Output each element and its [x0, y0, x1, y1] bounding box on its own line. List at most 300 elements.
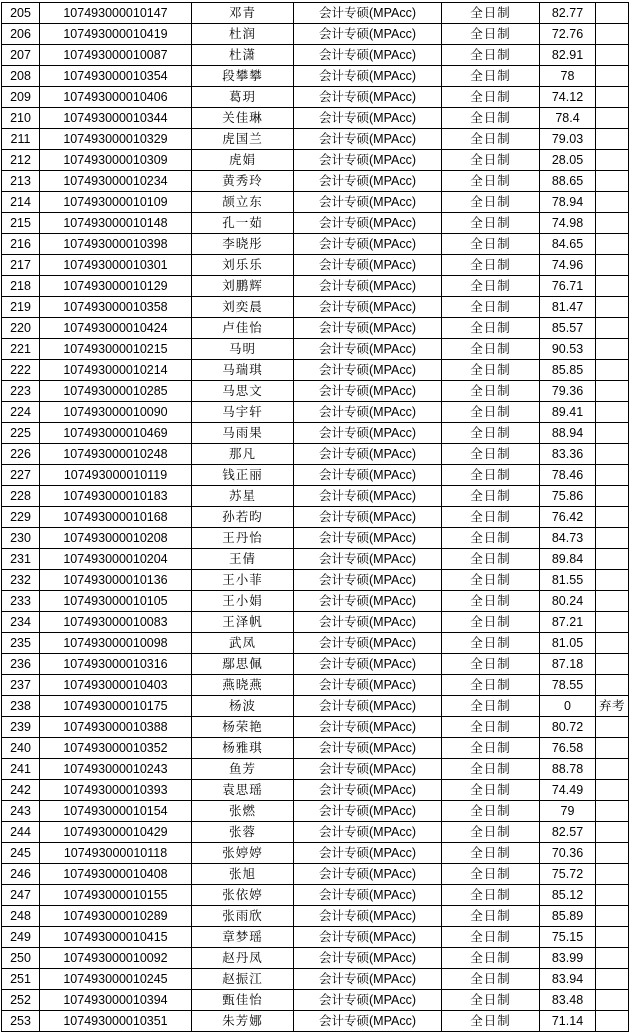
- applied-major: 会计专硕(MPAcc): [294, 381, 442, 402]
- remark: [596, 108, 629, 129]
- table-row: [2, 969, 629, 990]
- study-type: 全日制: [442, 423, 540, 444]
- candidate-id: 107493000010147: [40, 3, 192, 24]
- applied-major: 会计专硕(MPAcc): [294, 192, 442, 213]
- study-type: 全日制: [442, 948, 540, 969]
- candidate-id: 107493000010354: [40, 66, 192, 87]
- remark: [596, 948, 629, 969]
- score: 83.48: [540, 990, 596, 1011]
- candidate-id: 107493000010168: [40, 507, 192, 528]
- study-type: 全日制: [442, 171, 540, 192]
- row-index: 209: [2, 87, 40, 108]
- candidate-id: 107493000010329: [40, 129, 192, 150]
- score: 89.41: [540, 402, 596, 423]
- candidate-name: 张旭: [192, 864, 294, 885]
- candidate-name: 邓青: [192, 3, 294, 24]
- candidate-id: 107493000010204: [40, 549, 192, 570]
- row-index: 220: [2, 318, 40, 339]
- row-index: 219: [2, 297, 40, 318]
- score: 78.55: [540, 675, 596, 696]
- candidate-id: 107493000010415: [40, 927, 192, 948]
- applied-major: 会计专硕(MPAcc): [294, 738, 442, 759]
- row-index: 206: [2, 24, 40, 45]
- table-row: [2, 633, 629, 654]
- candidate-id: 107493000010424: [40, 318, 192, 339]
- candidate-id: 107493000010394: [40, 990, 192, 1011]
- table-row: [2, 66, 629, 87]
- candidate-name: 王小娟: [192, 591, 294, 612]
- table-row: [2, 339, 629, 360]
- study-type: 全日制: [442, 255, 540, 276]
- row-index: 242: [2, 780, 40, 801]
- applied-major: 会计专硕(MPAcc): [294, 654, 442, 675]
- table-row: [2, 696, 629, 717]
- applied-major: 会计专硕(MPAcc): [294, 129, 442, 150]
- applied-major: 会计专硕(MPAcc): [294, 24, 442, 45]
- study-type: 全日制: [442, 906, 540, 927]
- study-type: 全日制: [442, 486, 540, 507]
- applied-major: 会计专硕(MPAcc): [294, 612, 442, 633]
- row-index: 233: [2, 591, 40, 612]
- score: 85.12: [540, 885, 596, 906]
- remark: [596, 675, 629, 696]
- candidate-id: 107493000010352: [40, 738, 192, 759]
- applied-major: 会计专硕(MPAcc): [294, 3, 442, 24]
- applied-major: 会计专硕(MPAcc): [294, 507, 442, 528]
- candidate-id: 107493000010289: [40, 906, 192, 927]
- applied-major: 会计专硕(MPAcc): [294, 759, 442, 780]
- candidate-id: 107493000010183: [40, 486, 192, 507]
- remark: [596, 87, 629, 108]
- applied-major: 会计专硕(MPAcc): [294, 906, 442, 927]
- candidate-id: 107493000010090: [40, 402, 192, 423]
- row-index: 241: [2, 759, 40, 780]
- study-type: 全日制: [442, 717, 540, 738]
- row-index: 232: [2, 570, 40, 591]
- score: 81.47: [540, 297, 596, 318]
- candidate-name: 那凡: [192, 444, 294, 465]
- candidate-name: 虎娟: [192, 150, 294, 171]
- candidate-id: 107493000010351: [40, 1011, 192, 1032]
- table-row: [2, 507, 629, 528]
- candidate-id: 107493000010344: [40, 108, 192, 129]
- applied-major: 会计专硕(MPAcc): [294, 297, 442, 318]
- candidate-name: 张婷婷: [192, 843, 294, 864]
- study-type: 全日制: [442, 990, 540, 1011]
- table-row: [2, 45, 629, 66]
- score: 87.21: [540, 612, 596, 633]
- row-index: 238: [2, 696, 40, 717]
- table-row: [2, 486, 629, 507]
- remark: [596, 318, 629, 339]
- candidate-name: 刘奕晨: [192, 297, 294, 318]
- row-index: 216: [2, 234, 40, 255]
- candidate-name: 甄佳怡: [192, 990, 294, 1011]
- row-index: 235: [2, 633, 40, 654]
- candidate-name: 钱正丽: [192, 465, 294, 486]
- table-row: [2, 717, 629, 738]
- score: 74.12: [540, 87, 596, 108]
- remark: [596, 171, 629, 192]
- candidate-name: 马雨果: [192, 423, 294, 444]
- row-index: 250: [2, 948, 40, 969]
- score: 78.94: [540, 192, 596, 213]
- candidate-name: 张依婷: [192, 885, 294, 906]
- row-index: 210: [2, 108, 40, 129]
- row-index: 224: [2, 402, 40, 423]
- table-row: [2, 801, 629, 822]
- candidate-name: 苏星: [192, 486, 294, 507]
- candidate-name: 虎国兰: [192, 129, 294, 150]
- table-row: [2, 822, 629, 843]
- study-type: 全日制: [442, 339, 540, 360]
- candidate-name: 段攀攀: [192, 66, 294, 87]
- applied-major: 会计专硕(MPAcc): [294, 171, 442, 192]
- row-index: 231: [2, 549, 40, 570]
- candidate-results-table: [1, 2, 629, 1032]
- table-row: [2, 360, 629, 381]
- remark: [596, 486, 629, 507]
- row-index: 221: [2, 339, 40, 360]
- candidate-name: 颉立东: [192, 192, 294, 213]
- row-index: 234: [2, 612, 40, 633]
- study-type: 全日制: [442, 822, 540, 843]
- remark: [596, 843, 629, 864]
- remark: [596, 822, 629, 843]
- candidate-id: 107493000010243: [40, 759, 192, 780]
- candidate-id: 107493000010469: [40, 423, 192, 444]
- applied-major: 会计专硕(MPAcc): [294, 780, 442, 801]
- study-type: 全日制: [442, 843, 540, 864]
- table-row: [2, 444, 629, 465]
- row-index: 239: [2, 717, 40, 738]
- table-row: [2, 1011, 629, 1032]
- study-type: 全日制: [442, 696, 540, 717]
- score: 85.85: [540, 360, 596, 381]
- row-index: 213: [2, 171, 40, 192]
- candidate-name: 马思文: [192, 381, 294, 402]
- candidate-id: 107493000010208: [40, 528, 192, 549]
- score: 76.71: [540, 276, 596, 297]
- study-type: 全日制: [442, 465, 540, 486]
- remark: [596, 780, 629, 801]
- table-row: [2, 381, 629, 402]
- candidate-id: 107493000010316: [40, 654, 192, 675]
- candidate-name: 赵振江: [192, 969, 294, 990]
- score: 80.24: [540, 591, 596, 612]
- score: 74.96: [540, 255, 596, 276]
- applied-major: 会计专硕(MPAcc): [294, 87, 442, 108]
- table-row: [2, 864, 629, 885]
- table-body: [2, 3, 629, 1032]
- candidate-name: 葛玥: [192, 87, 294, 108]
- candidate-id: 107493000010119: [40, 465, 192, 486]
- candidate-id: 107493000010175: [40, 696, 192, 717]
- row-index: 244: [2, 822, 40, 843]
- study-type: 全日制: [442, 66, 540, 87]
- row-index: 253: [2, 1011, 40, 1032]
- remark: [596, 213, 629, 234]
- score: 78.46: [540, 465, 596, 486]
- study-type: 全日制: [442, 738, 540, 759]
- row-index: 215: [2, 213, 40, 234]
- candidate-name: 燕晓燕: [192, 675, 294, 696]
- study-type: 全日制: [442, 234, 540, 255]
- remark: [596, 507, 629, 528]
- candidate-name: 王泽帆: [192, 612, 294, 633]
- applied-major: 会计专硕(MPAcc): [294, 255, 442, 276]
- applied-major: 会计专硕(MPAcc): [294, 150, 442, 171]
- study-type: 全日制: [442, 381, 540, 402]
- applied-major: 会计专硕(MPAcc): [294, 318, 442, 339]
- study-type: 全日制: [442, 801, 540, 822]
- row-index: 245: [2, 843, 40, 864]
- score: 85.89: [540, 906, 596, 927]
- applied-major: 会计专硕(MPAcc): [294, 465, 442, 486]
- remark: [596, 234, 629, 255]
- study-type: 全日制: [442, 24, 540, 45]
- remark: [596, 759, 629, 780]
- candidate-id: 107493000010098: [40, 633, 192, 654]
- candidate-id: 107493000010403: [40, 675, 192, 696]
- remark: [596, 906, 629, 927]
- score: 82.57: [540, 822, 596, 843]
- candidate-id: 107493000010136: [40, 570, 192, 591]
- candidate-id: 107493000010087: [40, 45, 192, 66]
- score: 70.36: [540, 843, 596, 864]
- study-type: 全日制: [442, 654, 540, 675]
- applied-major: 会计专硕(MPAcc): [294, 1011, 442, 1032]
- candidate-name: 张雨欣: [192, 906, 294, 927]
- applied-major: 会计专硕(MPAcc): [294, 486, 442, 507]
- table-row: [2, 927, 629, 948]
- candidate-name: 王小菲: [192, 570, 294, 591]
- study-type: 全日制: [442, 885, 540, 906]
- study-type: 全日制: [442, 507, 540, 528]
- candidate-id: 107493000010109: [40, 192, 192, 213]
- score: 74.49: [540, 780, 596, 801]
- candidate-name: 孙若昀: [192, 507, 294, 528]
- candidate-id: 107493000010155: [40, 885, 192, 906]
- table-row: [2, 612, 629, 633]
- score: 71.14: [540, 1011, 596, 1032]
- remark: [596, 633, 629, 654]
- candidate-id: 107493000010408: [40, 864, 192, 885]
- candidate-name: 杨波: [192, 696, 294, 717]
- applied-major: 会计专硕(MPAcc): [294, 213, 442, 234]
- candidate-name: 王倩: [192, 549, 294, 570]
- study-type: 全日制: [442, 528, 540, 549]
- applied-major: 会计专硕(MPAcc): [294, 633, 442, 654]
- score: 78.4: [540, 108, 596, 129]
- applied-major: 会计专硕(MPAcc): [294, 885, 442, 906]
- candidate-id: 107493000010245: [40, 969, 192, 990]
- applied-major: 会计专硕(MPAcc): [294, 801, 442, 822]
- study-type: 全日制: [442, 276, 540, 297]
- score: 83.99: [540, 948, 596, 969]
- row-index: 251: [2, 969, 40, 990]
- table-row: [2, 906, 629, 927]
- row-index: 212: [2, 150, 40, 171]
- applied-major: 会计专硕(MPAcc): [294, 843, 442, 864]
- row-index: 246: [2, 864, 40, 885]
- remark: [596, 885, 629, 906]
- candidate-id: 107493000010358: [40, 297, 192, 318]
- remark: [596, 591, 629, 612]
- applied-major: 会计专硕(MPAcc): [294, 927, 442, 948]
- candidate-id: 107493000010393: [40, 780, 192, 801]
- study-type: 全日制: [442, 675, 540, 696]
- study-type: 全日制: [442, 549, 540, 570]
- candidate-name: 杨荣艳: [192, 717, 294, 738]
- candidate-name: 孔一茹: [192, 213, 294, 234]
- table-row: [2, 234, 629, 255]
- score: 75.86: [540, 486, 596, 507]
- row-index: 205: [2, 3, 40, 24]
- applied-major: 会计专硕(MPAcc): [294, 402, 442, 423]
- table-row: [2, 171, 629, 192]
- applied-major: 会计专硕(MPAcc): [294, 969, 442, 990]
- score: 85.57: [540, 318, 596, 339]
- remark: [596, 402, 629, 423]
- study-type: 全日制: [442, 129, 540, 150]
- study-type: 全日制: [442, 927, 540, 948]
- remark: [596, 150, 629, 171]
- applied-major: 会计专硕(MPAcc): [294, 339, 442, 360]
- score: 74.98: [540, 213, 596, 234]
- study-type: 全日制: [442, 318, 540, 339]
- study-type: 全日制: [442, 108, 540, 129]
- candidate-id: 107493000010215: [40, 339, 192, 360]
- table-row: [2, 549, 629, 570]
- applied-major: 会计专硕(MPAcc): [294, 108, 442, 129]
- row-index: 218: [2, 276, 40, 297]
- score: 87.18: [540, 654, 596, 675]
- score: 90.53: [540, 339, 596, 360]
- table-row: [2, 885, 629, 906]
- score: 88.65: [540, 171, 596, 192]
- study-type: 全日制: [442, 3, 540, 24]
- candidate-name: 刘鹏辉: [192, 276, 294, 297]
- study-type: 全日制: [442, 633, 540, 654]
- candidate-name: 杜潇: [192, 45, 294, 66]
- table-row: [2, 150, 629, 171]
- remark: [596, 549, 629, 570]
- remark: [596, 24, 629, 45]
- table-row: [2, 87, 629, 108]
- study-type: 全日制: [442, 402, 540, 423]
- study-type: 全日制: [442, 87, 540, 108]
- row-index: 211: [2, 129, 40, 150]
- score: 82.91: [540, 45, 596, 66]
- candidate-id: 107493000010083: [40, 612, 192, 633]
- row-index: 228: [2, 486, 40, 507]
- candidate-id: 107493000010388: [40, 717, 192, 738]
- study-type: 全日制: [442, 759, 540, 780]
- row-index: 229: [2, 507, 40, 528]
- remark: [596, 612, 629, 633]
- remark: [596, 129, 629, 150]
- study-type: 全日制: [442, 612, 540, 633]
- table-row: [2, 570, 629, 591]
- candidate-name: 张燃: [192, 801, 294, 822]
- table-row: [2, 402, 629, 423]
- candidate-name: 张蓉: [192, 822, 294, 843]
- candidate-name: 武凤: [192, 633, 294, 654]
- row-index: 236: [2, 654, 40, 675]
- table-row: [2, 213, 629, 234]
- study-type: 全日制: [442, 213, 540, 234]
- study-type: 全日制: [442, 1011, 540, 1032]
- remark: [596, 528, 629, 549]
- score: 79.36: [540, 381, 596, 402]
- candidate-id: 107493000010148: [40, 213, 192, 234]
- table-row: [2, 654, 629, 675]
- applied-major: 会计专硕(MPAcc): [294, 864, 442, 885]
- row-index: 223: [2, 381, 40, 402]
- score: 76.42: [540, 507, 596, 528]
- score: 75.15: [540, 927, 596, 948]
- remark: [596, 423, 629, 444]
- candidate-name: 关佳琳: [192, 108, 294, 129]
- remark: [596, 465, 629, 486]
- applied-major: 会计专硕(MPAcc): [294, 66, 442, 87]
- remark: [596, 3, 629, 24]
- table-row: [2, 465, 629, 486]
- study-type: 全日制: [442, 780, 540, 801]
- table-row: [2, 780, 629, 801]
- row-index: 217: [2, 255, 40, 276]
- score: 84.65: [540, 234, 596, 255]
- table-row: [2, 528, 629, 549]
- table-row: [2, 192, 629, 213]
- row-index: 225: [2, 423, 40, 444]
- remark: [596, 717, 629, 738]
- remark: [596, 927, 629, 948]
- applied-major: 会计专硕(MPAcc): [294, 423, 442, 444]
- score: 72.76: [540, 24, 596, 45]
- remark: [596, 801, 629, 822]
- remark: [596, 339, 629, 360]
- remark: [596, 255, 629, 276]
- candidate-id: 107493000010301: [40, 255, 192, 276]
- score: 82.77: [540, 3, 596, 24]
- candidate-name: 马瑞琪: [192, 360, 294, 381]
- candidate-name: 马明: [192, 339, 294, 360]
- candidate-name: 章梦瑶: [192, 927, 294, 948]
- candidate-name: 鄢思佩: [192, 654, 294, 675]
- table-row: [2, 738, 629, 759]
- remark: 弃考: [596, 696, 629, 717]
- table-row: [2, 108, 629, 129]
- candidate-name: 朱芳娜: [192, 1011, 294, 1032]
- candidate-id: 107493000010154: [40, 801, 192, 822]
- candidate-id: 107493000010406: [40, 87, 192, 108]
- applied-major: 会计专硕(MPAcc): [294, 234, 442, 255]
- candidate-name: 李晓彤: [192, 234, 294, 255]
- table-row: [2, 297, 629, 318]
- table-row: [2, 129, 629, 150]
- row-index: 208: [2, 66, 40, 87]
- applied-major: 会计专硕(MPAcc): [294, 570, 442, 591]
- table-row: [2, 675, 629, 696]
- candidate-name: 马宇轩: [192, 402, 294, 423]
- study-type: 全日制: [442, 360, 540, 381]
- table-row: [2, 843, 629, 864]
- candidate-name: 黄秀玲: [192, 171, 294, 192]
- remark: [596, 297, 629, 318]
- row-index: 214: [2, 192, 40, 213]
